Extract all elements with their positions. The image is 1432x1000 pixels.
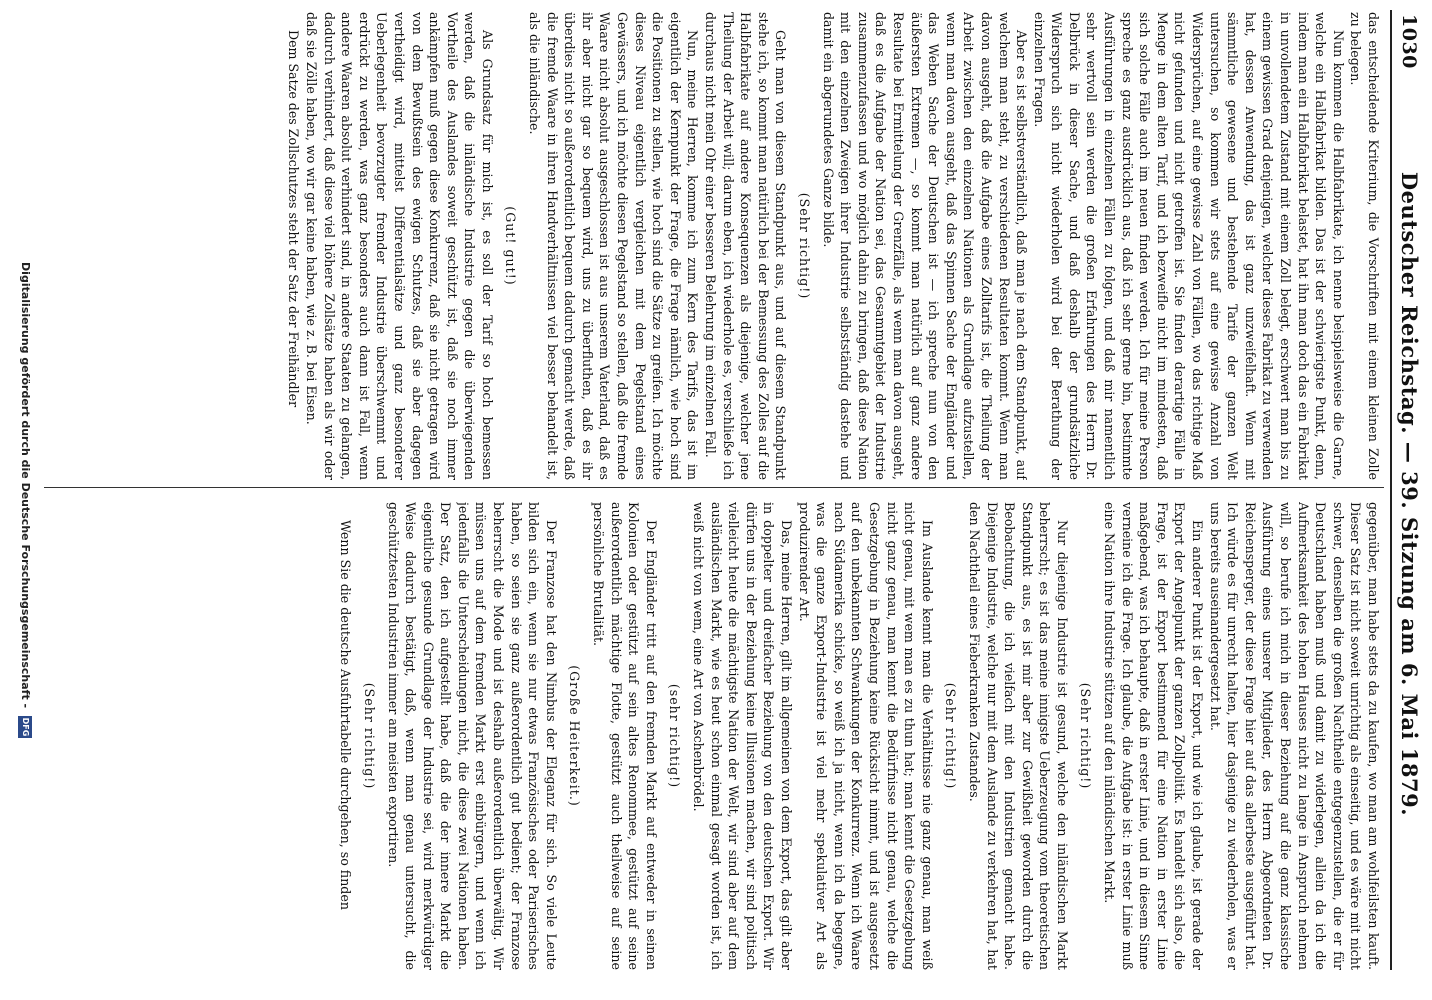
paragraph: Wenn Sie die deutsche Ausfuhrtabelle durchgehen, so finden [338,520,354,910]
paragraph: Ein anderer Punkt ist der Export, und wie ich glaube, ist gerade der Export der Angelpunkt der ganzen Zollpolitik. Es handelt sich also, die Frage, ist der Export bestimmend für eine Nation in erster Linie maßgebend, was ich behaupte, daß in erster Linie, und in diesem Sinne verneine ich die Frage. Ich glaube, die Aufgabe ist: in erster Linie muß eine Nation ihre Industrie stützen auf den inländischen Markt. [1102,502,1206,970]
applause-cue: (Sehr richtig!) [1078,682,1094,790]
paragraph: das entscheidende Kriterium, die Vorschriften mit einem kleinen Zolle zu belegen. [1348,12,1381,480]
digitization-credit [18,0,32,1000]
applause-cue: (Große Heiterkeit.) [567,665,583,807]
paragraph: Geht man von diesem Standpunkt aus, und auf diesem Standpunkt stehe ich, so kommt man natürlich bei der Bemessung des Zolles auf die Halbfabrikate auf andere Konsequenzen als diejenige, welcher jene Theilung der Arbeit will; darum eben, ich wiederhole es, verschließe ich durchaus nicht mein Ohr einer besseren Belehrung im einzelnen Fall. [703,12,789,480]
right-column [47,502,1382,970]
left-column [47,12,1382,480]
paragraph: Der Engländer tritt auf den fremden Markt auf entweder in seinen Kolonien oder gestützt auf sein altes Renommee, gestützt auf seine außerordentlich mächtige Flotte, gestützt auch theilweise auf seine persönliche Brutalität. [591,502,659,970]
page-header [1390,14,1426,974]
paragraph: Als Grundsatz für mich ist, es soll der Tarif so hoch bemessen werden, daß die inländische Industrie gegen die überwiegenden Vortheile des Auslandes soweit geschützt ist, daß sie noch immer ankämpfen muß gegen diese Konkurrenz, daß sie nicht getragen wird von dem Bewußtsein des ewigen Schutzes, daß sie aber dagegen vertheidigt wird, mittelst Differentialsätze und ganz besonderer Ueberlegenheit bevorzugter fremder Industrie überschwemmt und erdrückt zu werden, was ganz besonders auch dann ist Fall, wenn andere Waaren absolut verhindert sind, in andere Staaten zu gelangen, dadurch verhindert, daß diese viel höhere Zollsätze haben als wir oder daß sie Zölle haben, wo wir gar keine haben, wie z. B. bei Eisen. [303,12,495,480]
page-number: 1030 [1398,14,1420,69]
credit-text: Digitalisierung gefördert durch die Deutsche Forschungsgemeinschaft - [19,262,32,709]
paragraph: gegenüber, man habe stets da zu kaufen, wo man am wohlfeilsten kauft. Dieser Satz ist nicht soweit unrichtig als einseitig, und es wäre mit nicht schwer, denselben die großen Nachtheile entgegenzustellen, die er für Deutschland haben muß und damit zu widerlegen, allein da ich die Aufmerksamkeit des hohen Hauses nicht zu lange in Anspruch nehmen will, so berufe ich mich in dieser Beziehung auf die ganz klassische Ausführung eines unserer Mitglieder, des Herrn Abgeordneten Dr. Reichensperger, der diese Frage hier auf das allerbeste ausgeführt hat. Ich würde es für unrecht halten, hier dasjenige zu wiederholen, was er uns bereits auseinandergesetzt hat. [1207,502,1381,970]
dfg-logo: DFG [18,716,32,738]
paragraph: Dem Satze des Zollschutzes steht der Satz der Freihändler [286,30,302,408]
paragraph: Nun, meine Herren, komme ich zum Kern des Tarifs, das ist im eigentlich der Kernpunkt der Frage, die Frage nämlich, wie hoch sind die Positionen zu stellen, wie hoch sind die Sätze zu greifen. Ich möchte dieses Niveau eigentlich vergleichen mit dem Pegelstand eines Gewässers, und ich möchte diesen Pegelstand so stellen, daß die fremde Waare nicht absolut ausgeschlossen ist aus unserem Vaterland, daß es ihr aber nicht gar so bequem wird, uns zu überfluthen, daß es ihr überdies nicht so außerordentlich bequem dadurch gemacht werde, daß die fremde Waare in ihren Handverhältnissen viel besser behandelt ist, als die inländische. [527,12,701,480]
paragraph: Der Franzose hat den Nimbus der Eleganz für sich. So viele Leute bilden sich ein, wenn sie nur etwas Französisches oder Pariserisches haben, so seien sie ganz außerordentlich gut bedient; der Franzose beherrscht die Mode und ist deshalb außerordentlich überwältig. Wir müssen uns auf dem fremden Markt erst einbürgern, und wenn ich jedenfalls die Unterscheidungen nicht, die diese zwei Nationen haben. Der Satz, den ich aufgestellt habe, daß die der innere Markt die eigentliche gesunde Grundlage der Industrie sei, wird merkwürdiger Weise dadurch bestätigt, daß, wenn man genau untersucht, die geschütztesten Industrien immer am meisten exportiren. [385,502,559,970]
paragraph: Aber es ist selbstverständlich, daß man je nach dem Standpunkt, auf welchem man steht, zu verschiedenen Resultaten kommt. Wenn man davon ausgeht, daß die Aufgabe eines Zolltarifs ist, die Theilung der Arbeit zwischen den einzelnen Nationen als Grundlage aufzustellen, wenn man davon ausgeht, daß das Spinnen Sache der Engländer und das Weben Sache der Deutschen ist — ich spreche nun von den äußersten Extremen —, so kommt man natürlich auf ganz andere Resultate bei Ermittelung der Grenzfälle, als wenn man davon ausgeht, daß es die Aufgabe der Nation sei, das Gesammtgebiet der Industrie zusammenzufassen und wo möglich dahin zu bringen, daß diese Nation mit den einzelnen Zweigen ihrer Industrie selbstständig dastehe und damit ein abgerundetes Ganze bilde. [820,12,1030,480]
paragraph: Im Auslande kennt man die Verhältnisse nie ganz genau, man weiß nicht genau, mit wem man es zu thun hat; man kennt die Gesetzgebung nicht ganz genau, man kennt die Bedürfnisse nicht genau, welche die Gesetzgebung in Beziehung keine Rücksicht nimmt, und ist ausgesetzt auf den unbekannten Schwankungen der Konkurrenz. Wenn ich Waare nach Südamerika schicke, so weiß ich ja nicht, wenn ich da begegne, was die ganze Export-Industrie ist viel mehr spekulativer Art als produzirender Art. [796,502,935,970]
paragraph: Nun kommen die Halbfabrikate, ich nenne beispielsweise die Garne, welche ein Halbfabrikat bilden. Das ist der schwierigste Punkt, denn, indem man ein Halbfabrikat belastet, hat ihn man doch das ein Fabrikat in unvollendetem Zustand mit einem Zoll belegt, erschwert man bis zu einem gewissen Grad denjenigen, welcher dieses Fabrikat zu verwenden hat, dessen Anwendung, das ist ganz unzweifelhaft. Wenn mit sämmtliche gewesene und bestehende Tarife der ganzen Welt untersuchen, so kommen wir stets auf eine gewisse Anzahl von Widersprüchen, auf eine gewisse Zahl von Fällen, wo das richtige Maß nicht gefunden und nicht getroffen ist. Sie finden derartige Fälle in Menge in dem alten Tarif, und ich bezweifle nicht im mindesten, daß sich solche Fälle auch im neuen finden werden. Ich für meine Person spreche es ganz ausdrücklich aus, daß ich sehr gerne bin, bestimmte Ausführungen in einzelnen Fällen zu folgen, und daß mir namentlich sehr wertvoll sein werden die großen Erfahrungen des Herrn Dr. Delbrück in dieser Sache, und daß deshalb der grundsätzliche Widerspruch sich nicht wiederholen wird bei der Berathung der einzelnen Fragen. [1031,12,1346,480]
applause-cue: (Sehr richtig!) [361,682,377,790]
applause-cue: (Gut! gut!) [503,206,519,286]
applause-cue: (sehr richtig!) [667,683,683,789]
paragraph: Nur diejenige Industrie ist gesund, welche den inländischen Markt beherrscht; es ist das meine innigste Ueberzeugung vom theoretischen Standpunkt aus, es ist mir aber zur Gewißheit geworden durch die Beobachtung, die ich vielfach mit den Industrien gemacht habe. Diejenige Industrie, welche nur mit dem Auslande zu verkehren hat, hat den Nachtheil eines Fieberkranken Zustandes. [966,502,1070,970]
paragraph: Das, meine Herren, gilt im allgemeinen von dem Export, das gilt aber in doppelter und dreifacher Beziehung von den deutschen Export. Wir dürfen uns in der Beziehung keine Illusionen machen, wir sind politisch vielleicht heute die mächtigste Nation der Welt, wir sind aber auf dem ausländischen Markt, wie es heut schon einmal gesagt worden ist, ich weiß nicht von wem, eine Art von Aschenbrödel. [691,502,794,970]
page-title: Deutscher Reichstag. — 39. Sitzung am 6. Mai 1879. [1397,171,1422,817]
header-rule [1390,10,1392,970]
applause-cue: (Sehr richtig!) [797,192,812,300]
column-divider [44,487,1384,488]
applause-cue: (Sehr richtig!) [943,682,959,790]
